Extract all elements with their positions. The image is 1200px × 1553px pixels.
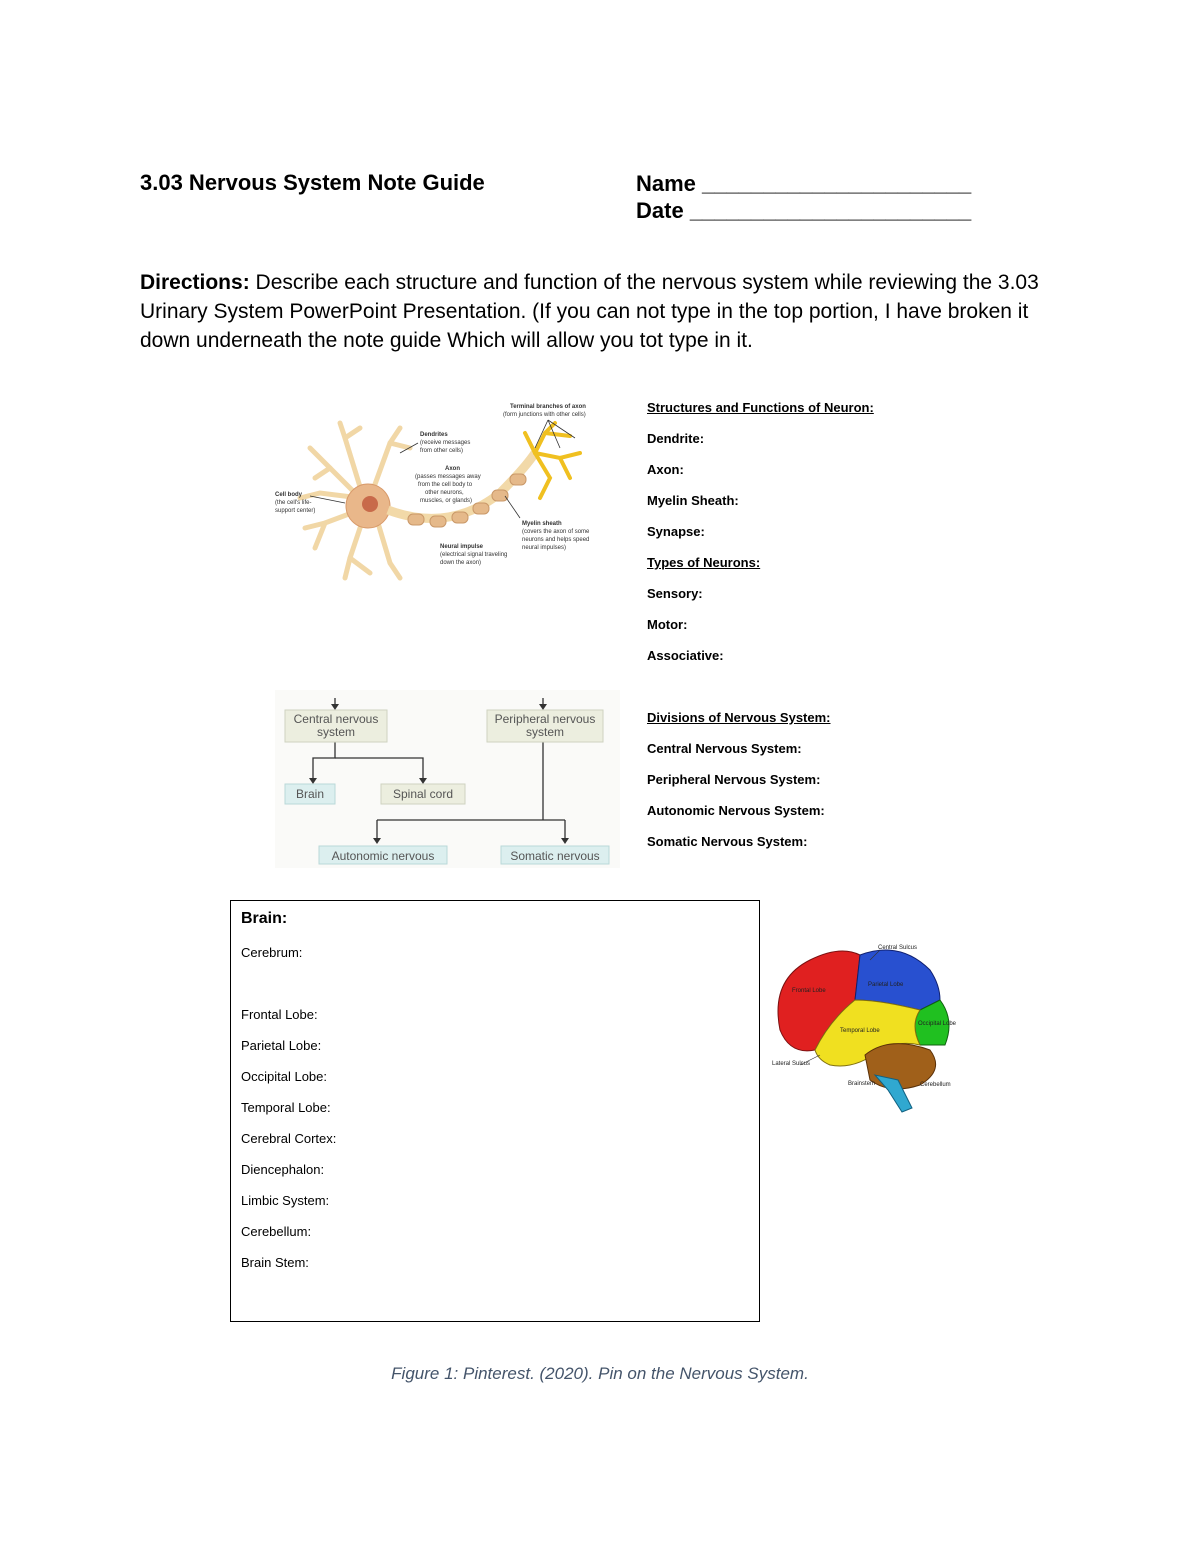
- name-date-block: [636, 170, 971, 224]
- division-item: Central Nervous System:: [647, 741, 802, 756]
- division-item: Peripheral Nervous System:: [647, 772, 821, 787]
- label-temporal: Temporal Lobe: [840, 1028, 880, 1034]
- label-dendrites: Dendrites: [420, 432, 448, 438]
- brain-item: Diencephalon:: [241, 1162, 325, 1177]
- label-frontal: Frontal Lobe: [792, 988, 826, 994]
- label-cell-body-sub1: (the cell's life-: [275, 500, 312, 506]
- type-item: Sensory:: [647, 586, 703, 601]
- label-brainstem: Brainstem: [848, 1081, 876, 1087]
- somatic-label: Somatic nervous: [510, 849, 600, 863]
- label-axon-sub2: from the cell body to: [418, 482, 473, 488]
- brain-item: Cerebral Cortex:: [241, 1131, 337, 1146]
- brain-item: Brain Stem:: [241, 1255, 309, 1270]
- cns-label-1: Central nervous: [293, 712, 379, 726]
- brain-item: Limbic System:: [241, 1193, 330, 1208]
- directions: [140, 268, 1070, 355]
- neuron-list: [647, 400, 874, 679]
- label-parietal: Parietal Lobe: [868, 982, 904, 988]
- brain-notes-box[interactable]: [230, 900, 760, 1322]
- type-item: Associative:: [647, 648, 724, 663]
- brain-item: Parietal Lobe:: [241, 1038, 322, 1053]
- type-item: Motor:: [647, 617, 688, 632]
- label-axon: Axon: [445, 466, 460, 472]
- neuron-item: Myelin Sheath:: [647, 493, 739, 508]
- label-myelin: Myelin sheath: [522, 521, 562, 527]
- label-impulse-sub2: down the axon): [440, 560, 482, 566]
- neuron-cell-body: [300, 423, 410, 578]
- divisions-list: [647, 710, 831, 865]
- label-terminal-sub: (form junctions with other cells): [503, 412, 586, 418]
- brain-item: Cerebrum:: [241, 945, 303, 960]
- figure-caption: Figure 1: Pinterest. (2020). Pin on the Nervous System.: [391, 1364, 809, 1383]
- label-axon-sub3: other neurons,: [425, 490, 464, 496]
- directions-text: Describe each structure and function of the nervous system while reviewing the 3.03 Urinary System PowerPoint Presentation. (If you can not type in the top portion, I have broken it down underneath the note guide Which will allow you tot type in it.: [140, 271, 1039, 352]
- neuron-item: Synapse:: [647, 524, 705, 539]
- name-label: Name: [636, 171, 696, 196]
- divisions-heading: Divisions of Nervous System:: [647, 710, 831, 725]
- neuron-heading: Structures and Functions of Neuron:: [647, 400, 874, 415]
- neuron-diagram: [270, 398, 610, 588]
- nervous-system-flowchart: [275, 690, 620, 868]
- label-dendrites-sub2: from other cells): [420, 448, 464, 454]
- page-title: 3.03 Nervous System Note Guide: [140, 170, 485, 195]
- division-item: Somatic Nervous System:: [647, 834, 808, 849]
- label-impulse: Neural impulse: [440, 544, 484, 550]
- label-cell-body-sub2: support center): [275, 508, 316, 514]
- date-field[interactable]: _______________________: [689, 198, 972, 223]
- label-impulse-sub1: (electrical signal traveling: [440, 552, 508, 558]
- name-field[interactable]: ______________________: [702, 171, 972, 196]
- types-heading: Types of Neurons:: [647, 555, 761, 570]
- label-myelin-sub2: neurons and helps speed: [522, 537, 590, 543]
- label-axon-sub4: muscles, or glands): [420, 498, 473, 504]
- label-myelin-sub1: (covers the axon of some: [522, 529, 590, 535]
- brain-heading: Brain:: [241, 910, 288, 927]
- brain-item: Temporal Lobe:: [241, 1100, 331, 1115]
- brain-item: Occipital Lobe:: [241, 1069, 327, 1084]
- neuron-item: Axon:: [647, 462, 684, 477]
- division-item: Autonomic Nervous System:: [647, 803, 825, 818]
- brain-item: Frontal Lobe:: [241, 1007, 318, 1022]
- date-label: Date: [636, 198, 684, 223]
- pns-label-2: system: [525, 725, 565, 739]
- label-occipital: Occipital Lobe: [918, 1021, 957, 1027]
- neuron-item: Dendrite:: [647, 431, 705, 446]
- label-central-sulcus: Central Sulcus: [878, 945, 918, 951]
- cns-label-2: system: [316, 725, 356, 739]
- brain-item: Cerebellum:: [241, 1224, 312, 1239]
- directions-label: Directions:: [140, 271, 250, 294]
- pns-label-1: Peripheral nervous: [494, 712, 596, 726]
- spinal-label: Spinal cord: [392, 787, 454, 801]
- label-dendrites-sub1: (receive messages: [420, 440, 471, 446]
- label-axon-sub1: (passes messages away: [415, 474, 481, 480]
- label-cerebellum: Cerebellum: [920, 1082, 951, 1088]
- brain-label: Brain: [295, 787, 325, 801]
- brain-illustration: [770, 940, 960, 1115]
- label-terminal: Terminal branches of axon: [510, 404, 586, 410]
- label-lateral-sulcus: Lateral Sulcus: [772, 1061, 811, 1067]
- autonomic-label: Autonomic nervous: [331, 849, 435, 863]
- label-cell-body: Cell body: [275, 492, 303, 498]
- label-myelin-sub3: neural impulses): [522, 545, 567, 551]
